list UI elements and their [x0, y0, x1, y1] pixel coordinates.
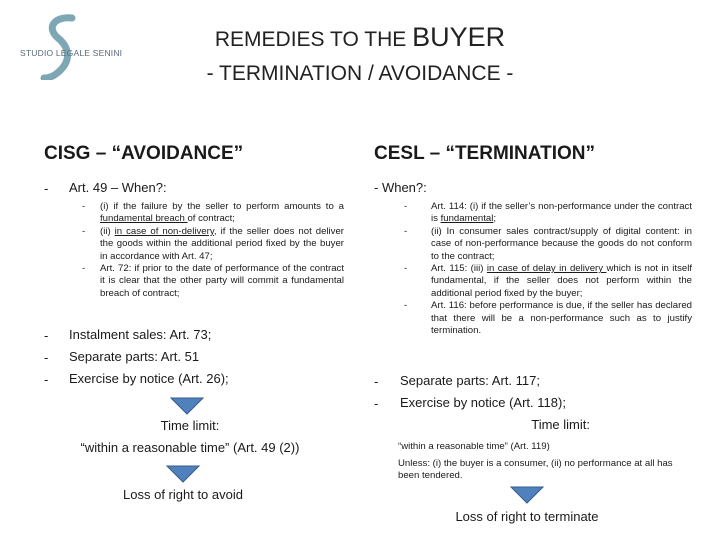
arrow-shape	[171, 398, 203, 414]
right-timelimit-text: “within a reasonable time” (Art. 119)	[398, 441, 550, 452]
logo-text: STUDIO LEGALE SENINI	[20, 48, 123, 58]
left-sublist	[82, 201, 344, 300]
left-when: Art. 49 – When?:	[69, 180, 167, 195]
right-item-dash: -	[374, 374, 379, 389]
right-item-dash: -	[374, 396, 379, 411]
right-sublist	[404, 201, 692, 337]
arrow-shape	[511, 487, 543, 503]
left-item: Instalment sales: Art. 73;	[69, 327, 212, 342]
page-subtitle: - TERMINATION / AVOIDANCE -	[206, 62, 514, 85]
left-item: Exercise by notice (Art. 26);	[69, 371, 229, 386]
left-item: Separate parts: Art. 51	[69, 349, 200, 364]
title-emph: BUYER	[412, 22, 506, 52]
right-subitem: - Art. 115: (iii) in case of delay in delivery which is not in itself fundamental, if the seller does not perform within the additional period fixed by the buyer;	[404, 263, 693, 299]
right-subitem: - (ii) In consumer sales contract/supply of digital content: in case of non-performance because the goods do not conform to the contract;	[404, 225, 692, 262]
right-unless: Unless: (i) the buyer is a consumer, (ii) no performance at all has been tendered.	[398, 458, 673, 482]
page-title	[0, 22, 720, 53]
left-loss: Loss of right to avoid	[123, 487, 243, 502]
right-heading: CESL – “TERMINATION”	[374, 143, 595, 164]
right-item: Exercise by notice (Art. 118);	[400, 395, 566, 410]
down-arrow-icon	[166, 465, 200, 483]
right-subitem: - Art. 114: (i) if the seller’s non-performance under the contract is fundamental;	[404, 201, 692, 225]
left-subitem: - (i) if the failure by the seller to perform amounts to a fundamental breach of contract;	[82, 201, 344, 225]
title-prefix: REMEDIES TO THE	[214, 28, 407, 51]
arrow-shape	[167, 466, 199, 482]
right-subitem: - Art. 116: before performance is due, if the seller has declared that there will be a non-performance such as to justify termination.	[404, 300, 692, 337]
left-item-dash: -	[44, 328, 49, 343]
left-heading: CISG – “AVOIDANCE”	[44, 143, 244, 164]
left-subitem: - Art. 72: if prior to the date of performance of the contract it is clear that the other party will commit a fundamental breach of contract;	[82, 263, 344, 299]
left-when-dash: -	[44, 181, 49, 196]
right-when: - When?:	[374, 180, 427, 195]
down-arrow-icon	[510, 486, 544, 504]
down-arrow-icon	[170, 397, 204, 415]
right-item: Separate parts: Art. 117;	[400, 373, 540, 388]
left-subitem: - (ii) in case of non-delivery, if the seller does not deliver the goods within the additional period fixed by the buyer in accordance with Art. 47;	[82, 225, 345, 262]
left-timelimit-label: Time limit:	[160, 418, 220, 433]
left-item-dash: -	[44, 372, 49, 387]
left-timelimit-text: “within a reasonable time” (Art. 49 (2))	[80, 440, 300, 455]
left-item-dash: -	[44, 350, 49, 365]
right-loss: Loss of right to terminate	[455, 509, 599, 524]
right-timelimit-label: Time limit:	[531, 417, 590, 432]
